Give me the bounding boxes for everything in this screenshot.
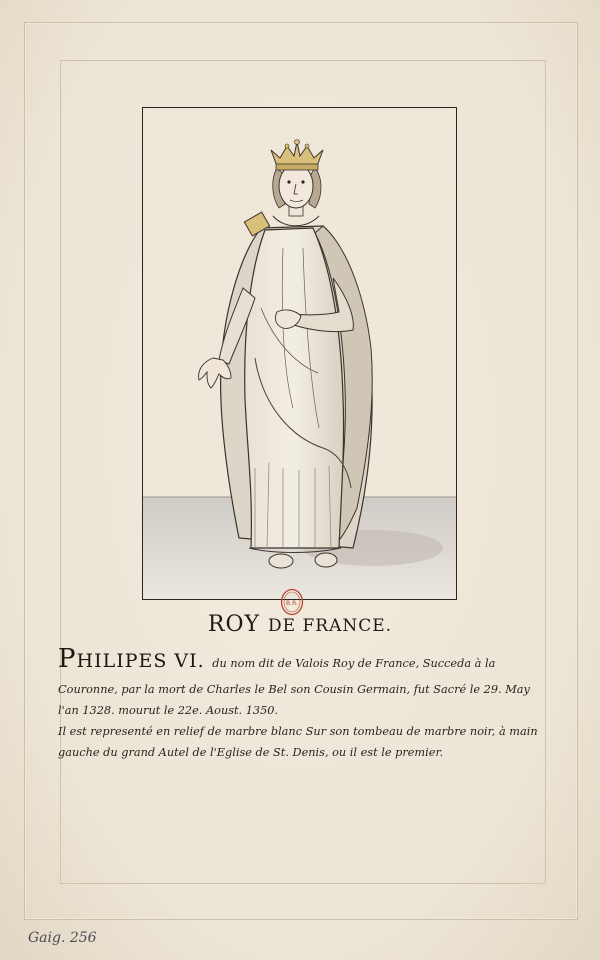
right-foot [315, 553, 337, 567]
king-name-rest: HILIPES VI. [76, 650, 205, 672]
caption-line-2: Couronne, par la mort de Charles le Bel son Cousin Germain, fut Sacré le 29. May [58, 683, 530, 696]
shelfmark: Gaig. 256 [28, 930, 97, 946]
king-drawing [143, 108, 456, 599]
caption-line-5: gauche du grand Autel de l'Eglise de St. Denis, ou il est le premier. [58, 746, 444, 759]
caption-line-1 [58, 644, 548, 679]
caption-text [58, 644, 548, 763]
robe [245, 228, 344, 548]
portrait-plate [142, 107, 457, 600]
king-name [58, 644, 205, 674]
stamp-text: B.R. [286, 600, 298, 607]
king-name-initial: P [58, 644, 77, 674]
caption-line-4: Il est representé en relief de marbre blanc Sur son tombeau de marbre noir, à main [58, 725, 538, 738]
left-foot [269, 554, 293, 568]
caption-line-3: l'an 1328. mourut le 22e. Aoust. 1350. [58, 704, 279, 717]
title-roy: ROY [207, 612, 261, 637]
title-de-france: DE FRANCE. [268, 616, 393, 636]
caption-line-1-text: du nom dit de Valois Roy de France, Succeda à la [212, 657, 496, 670]
plate-title [0, 612, 600, 637]
